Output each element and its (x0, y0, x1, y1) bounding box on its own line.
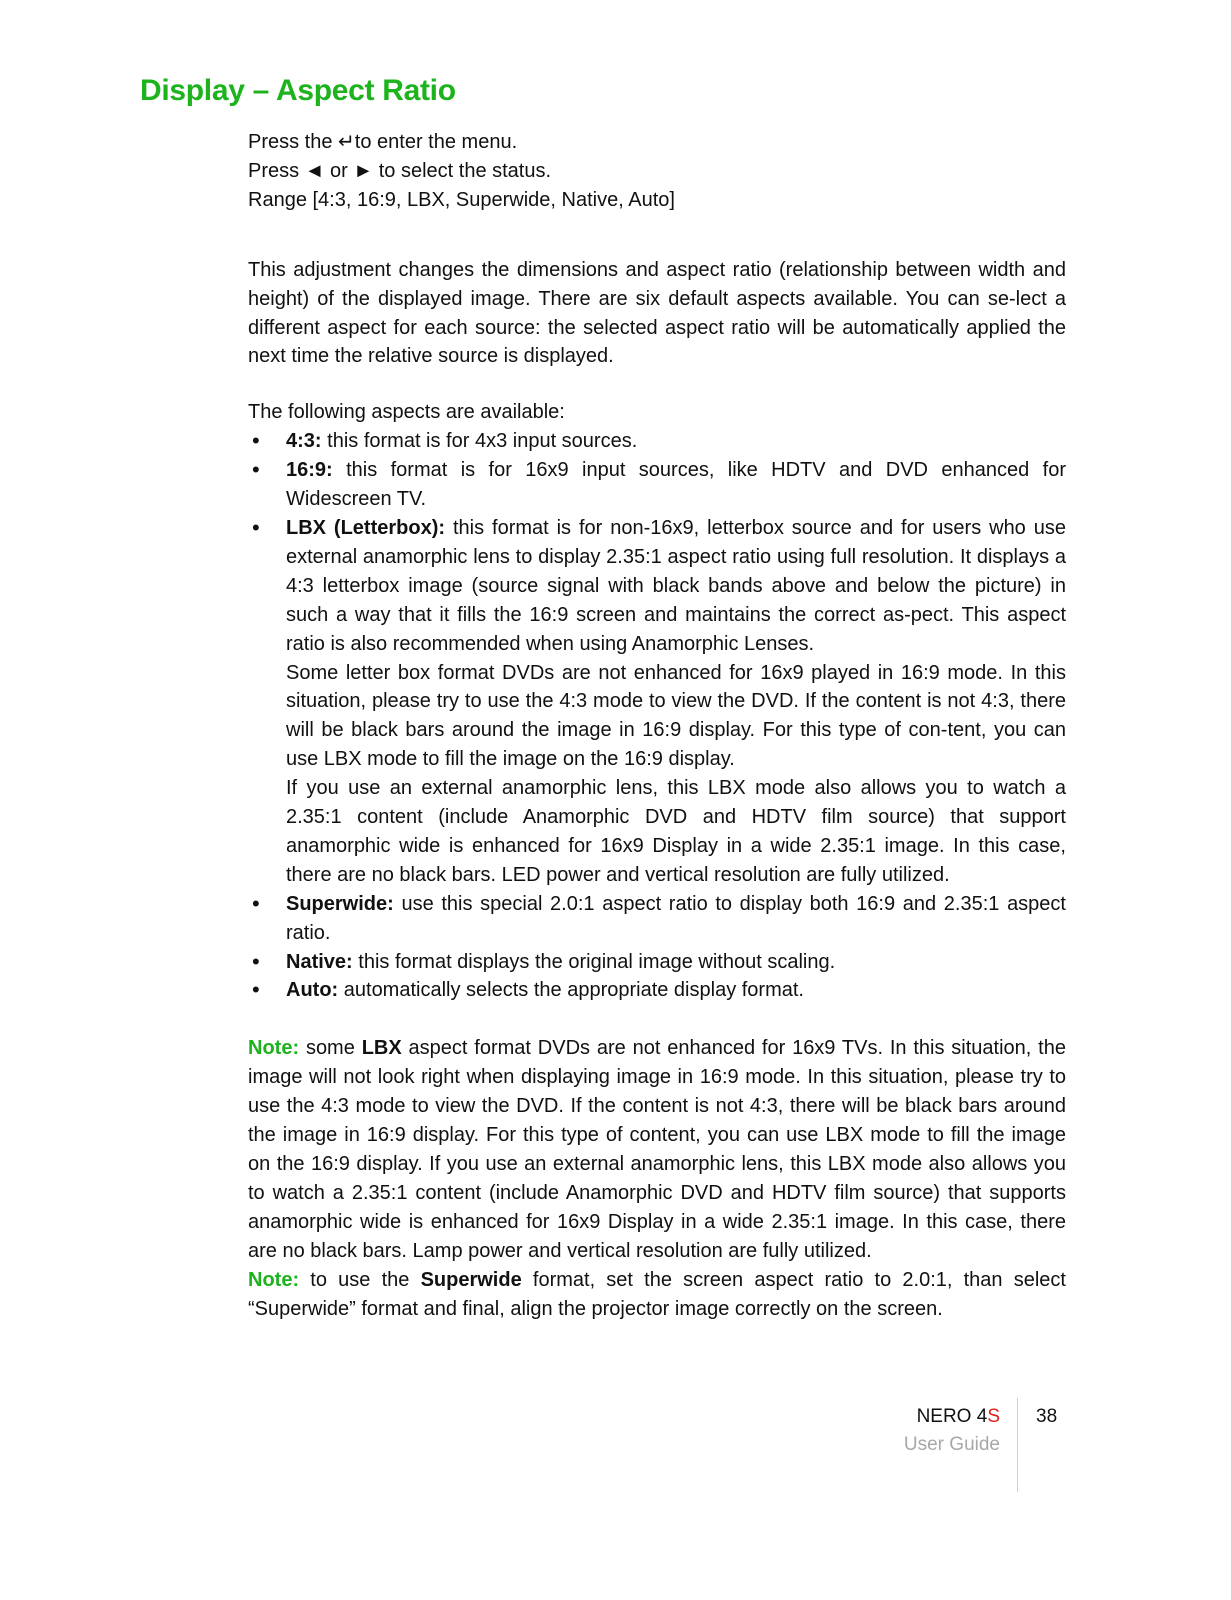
aspect-term: Native: (286, 950, 353, 973)
list-item (248, 890, 1066, 948)
aspect-text: this format is for 4x3 input sources. (321, 430, 638, 453)
product-name: NERO 4 (916, 1406, 988, 1427)
page-title: Display – Aspect Ratio (140, 74, 456, 107)
aspect-text: use this special 2.0:1 aspect ratio to display both 16:9 and 2.35:1 aspect ratio. (286, 892, 1066, 944)
note-superwide (248, 1266, 1066, 1324)
aspect-extra-text: Some letter box format DVDs are not enhanced for 16x9 played in 16:9 mode. In this situation, please try to use the 4:3 mode to view the DVD. If the content is not 4:3, there will be black bars around the image in 16:9 display. For this type of con-tent, you can use LBX mode to fill the image on the 16:9 display. (286, 661, 1066, 771)
aspect-text: this format is for non-16x9, letterbox source and for users who use external anamorphic lens to display 2.35:1 aspect ratio using full resolution. It displays a 4:3 letterbox image (source signal with black bands above and below the picture) in such a way that it fills the 16:9 screen and maintains the correct as-pect. This aspect ratio is also recommended when using Anamorphic Lenses. (286, 516, 1066, 655)
aspect-text: this format is for 16x9 input sources, like HDTV and DVD enhanced for Widescreen TV. (286, 459, 1066, 511)
page-number: 38 (1036, 1406, 1058, 1427)
intro-line-enter-menu: Press the ↵to enter the menu. (248, 131, 518, 153)
aspects-intro: The following aspects are available: (248, 401, 565, 424)
aspects-list (248, 427, 1066, 1005)
page-content (248, 128, 1066, 1323)
list-item (248, 427, 1066, 456)
note-bold-term: Superwide (420, 1268, 522, 1291)
intro-line-select-status: Press ◄ or ► to select the status. (248, 159, 552, 182)
aspect-term: LBX (Letterbox): (286, 516, 446, 539)
note-text: format, set the screen aspect ratio to 2.0:1, than select “Superwide” format and final, align the projector image correctly on the screen. (248, 1268, 1066, 1320)
note-text: to use the (299, 1268, 421, 1291)
aspect-text: automatically selects the appropriate display format. (338, 979, 804, 1002)
note-label: Note: (248, 1037, 300, 1060)
list-item (248, 948, 1066, 977)
description-paragraph: This adjustment changes the dimensions and aspect ratio (relationship between width and height) of the displayed image. There are six default aspects available. You can se-lect a different aspect for each source: the selected aspect ratio will be automatically applied the next time the relative source is displayed. (248, 258, 1066, 368)
footer-product-name (917, 1406, 1000, 1428)
aspect-text: this format displays the original image without scaling. (352, 950, 836, 973)
aspect-term: Auto: (286, 979, 339, 1002)
aspect-term: Superwide: (286, 892, 394, 915)
list-item (248, 514, 1066, 890)
aspect-term: 4:3: (286, 430, 322, 453)
footer-divider (1017, 1398, 1018, 1492)
intro-line-range: Range [4:3, 16:9, LBX, Superwide, Native, Auto] (248, 188, 675, 211)
aspect-term: 16:9: (286, 459, 333, 482)
aspect-extra-text: If you use an external anamorphic lens, this LBX mode also allows you to watch a 2.35:1 content (include Anamorphic DVD and HDTV film source) that support anamorphic wide is enhanced for 16x9 Display in a wide 2.35:1 image. In this case, there are no black bars. LED power and vertical resolution are fully utilized. (286, 777, 1066, 886)
footer-doc-subtitle: User Guide (903, 1434, 1000, 1455)
spacer (248, 371, 1066, 398)
list-item (248, 456, 1066, 514)
note-lbx (248, 1034, 1066, 1265)
list-item (248, 976, 1066, 1005)
spacer (248, 215, 1066, 256)
note-bold-term: LBX (361, 1037, 402, 1060)
product-name-accent: S (987, 1406, 1000, 1427)
note-text: aspect format DVDs are not enhanced for 16x9 TVs. In this situation, the image will not look right when displaying image in 16:9 mode. In this situation, please try to use the 4:3 mode to view the DVD. If the content is not 4:3, there will be black bars around the image in 16:9 display. For this type of content, you can use LBX mode to fill the image on the 16:9 display. If you use an external anamorphic lens, this LBX mode also allows you to watch a 2.35:1 content (include Anamorphic DVD and HDTV film source) that supports anamorphic wide is enhanced for 16x9 Display in a wide 2.35:1 image. In this case, there are no black bars. Lamp power and vertical resolution are fully utilized. (248, 1037, 1066, 1262)
spacer (248, 1005, 1066, 1034)
note-label: Note: (248, 1268, 300, 1291)
note-text: some (299, 1037, 362, 1060)
